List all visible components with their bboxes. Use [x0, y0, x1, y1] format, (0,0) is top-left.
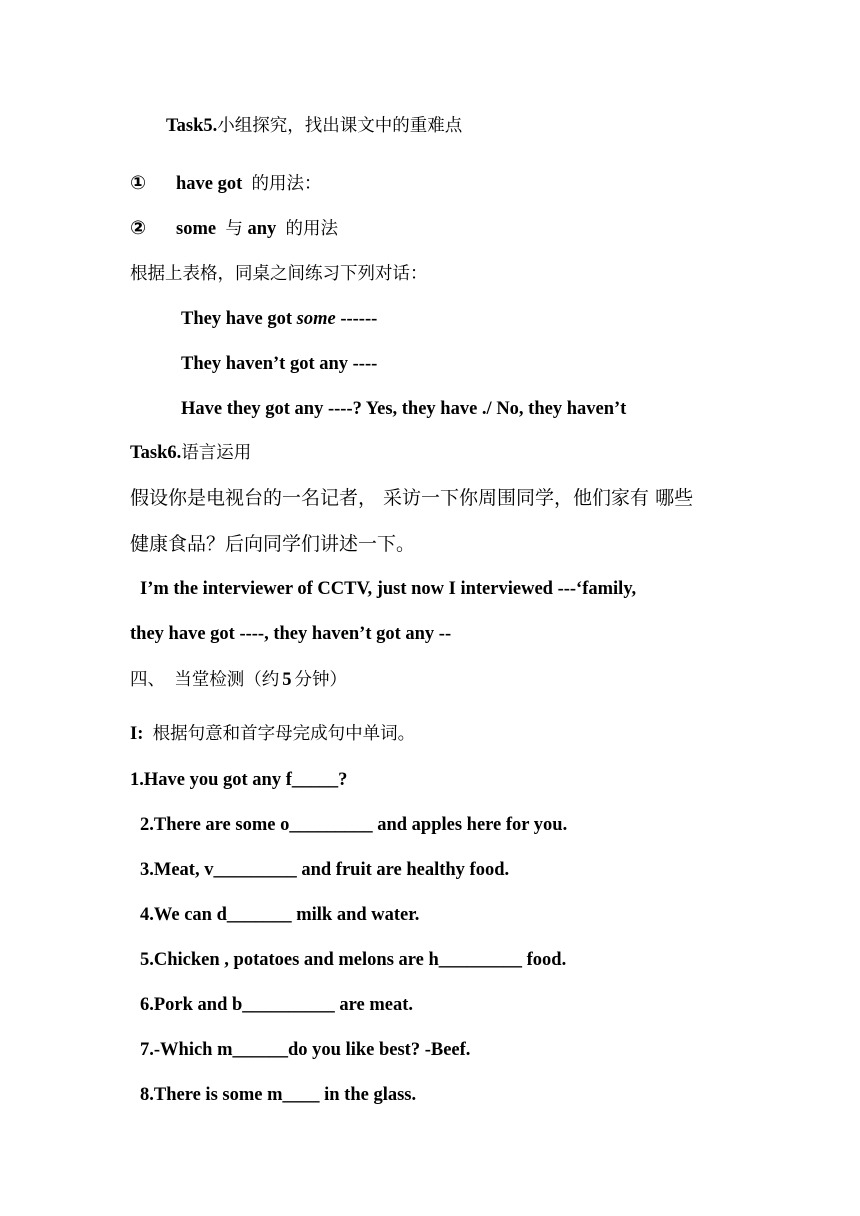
exercise-item-4: 4.We can d_______ milk and water.: [140, 905, 420, 925]
task6-heading: [130, 441, 251, 465]
task6-example-line-2: they have got ----, they haven’t got any --: [130, 624, 452, 644]
dialogue-line-2: They haven’t got any ----: [181, 354, 378, 374]
exercise-item-2: 2.There are some o_________ and apples here for you.: [140, 815, 568, 835]
dialogue-1-some: some: [296, 309, 336, 329]
circled-one-marker: ①: [130, 172, 147, 194]
exercise1-text: 根据句意和首字母完成句中单词。: [152, 724, 416, 744]
point1-en: have got: [176, 174, 243, 194]
task6-paragraph-line-2: 健康食品？后向同学们讲述一下。: [130, 533, 416, 555]
task5-label: Task5.: [166, 116, 218, 136]
task5-heading: [166, 114, 462, 138]
dialogue-1-end: ------: [335, 309, 378, 329]
point1-cn: 的用法：: [251, 174, 322, 194]
exercise-item-7: 7.-Which m______do you like best? -Beef.: [140, 1040, 471, 1060]
practice-intro: 根据上表格，同桌之间练习下列对话：: [130, 264, 428, 284]
exercise-item-1: 1.Have you got any f_____?: [130, 770, 348, 790]
task5-title: 小组探究，找出课文中的重难点: [217, 116, 463, 136]
point-some-any: [130, 216, 338, 241]
dialogue-line-3: Have they got any ----? Yes, they have ./ No, they haven’t: [181, 399, 627, 419]
task6-paragraph-line-1: 假设你是电视台的一名记者， 采访一下你周围同学，他们家有 哪些: [130, 487, 694, 509]
dialogue-1-start: They have got: [181, 309, 297, 329]
section4-number: 四、: [130, 670, 165, 690]
point2-cn2: 的用法: [285, 219, 338, 239]
task6-title: 语言运用: [181, 443, 252, 463]
section4-title-end: 分钟）: [294, 670, 347, 690]
exercise-item-6: 6.Pork and b__________ are meat.: [140, 995, 414, 1015]
task6-example-line-1: I’m the interviewer of CCTV, just now I interviewed ---‘family,: [140, 579, 637, 599]
exercise-item-8: 8.There is some m____ in the glass.: [140, 1085, 417, 1105]
task6-label: Task6.: [130, 443, 182, 463]
section4-heading: [130, 668, 347, 692]
exercise-item-5: 5.Chicken , potatoes and melons are h_________ food.: [140, 950, 567, 970]
exercise-item-3: 3.Meat, v_________ and fruit are healthy food.: [140, 860, 510, 880]
dialogue-line-1: [181, 307, 377, 331]
circled-two-marker: ②: [130, 217, 147, 239]
section4-title-start: 当堂检测（约: [174, 670, 280, 690]
section4-minutes: 5: [282, 670, 292, 690]
point2-cn1: 与: [225, 219, 243, 239]
point2-en1: some: [176, 219, 217, 239]
exercise1-instruction: [130, 722, 415, 746]
point2-en2: any: [247, 219, 277, 239]
point-have-got: [130, 171, 322, 196]
exercise1-label: I:: [130, 724, 144, 744]
